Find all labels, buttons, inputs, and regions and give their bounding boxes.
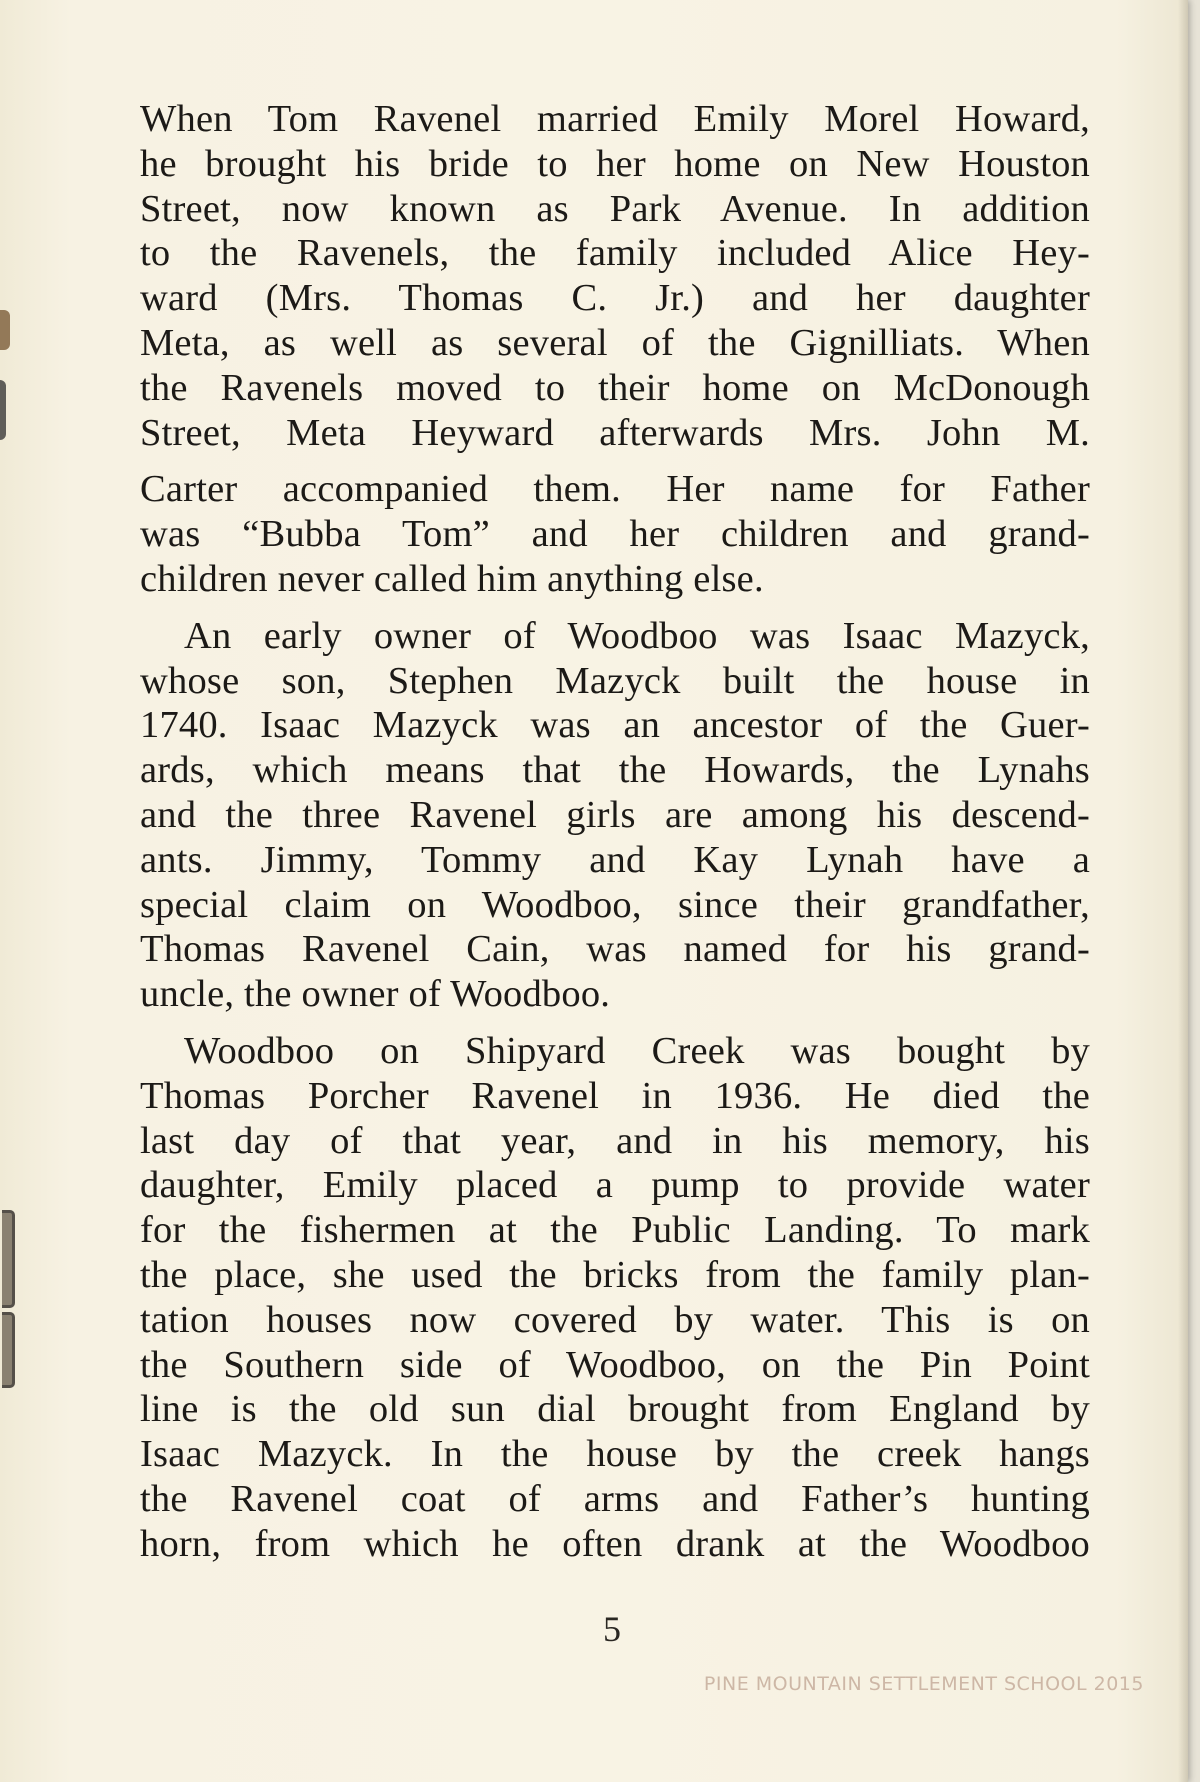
text-line: was “Bubba Tom” and her children and grand- xyxy=(140,513,1090,556)
text-line: last day of that year, and in his memory, his xyxy=(140,1119,1090,1162)
text-line: line is the old sun dial brought from England by xyxy=(140,1388,1090,1431)
text-line: daughter, Emily placed a pump to provide water xyxy=(140,1164,1090,1207)
text-line: Street, Meta Heyward afterwards Mrs. John M. xyxy=(140,411,1090,454)
text-line: When Tom Ravenel married Emily Morel Howard, xyxy=(140,98,1090,140)
staple xyxy=(2,1210,15,1308)
text-line: to the Ravenels, the family included Alice Hey- xyxy=(140,232,1090,275)
text-line: uncle, the owner of Woodboo. xyxy=(140,973,611,1016)
text-line: Isaac Mazyck. In the house by the creek hangs xyxy=(140,1433,1090,1476)
paragraph xyxy=(140,467,1090,601)
paragraph xyxy=(140,1029,1090,1567)
text-line: for the fishermen at the Public Landing. To mark xyxy=(140,1209,1090,1252)
text-line: ants. Jimmy, Tommy and Kay Lynah have a xyxy=(140,838,1090,881)
text-line: 1740. Isaac Mazyck was an ancestor of the Guer- xyxy=(140,704,1090,747)
text-line: Carter accompanied them. Her name for Father xyxy=(140,468,1090,511)
text-line: ward (Mrs. Thomas C. Jr.) and her daughter xyxy=(140,277,1090,320)
text-line: the place, she used the bricks from the family plan- xyxy=(140,1253,1090,1296)
page-number: 5 xyxy=(603,1609,621,1649)
text-line: horn, from which he often drank at the Woodboo xyxy=(140,1522,1090,1565)
text-line: whose son, Stephen Mazyck built the house in xyxy=(140,659,1090,702)
text-line: children never called him anything else. xyxy=(140,557,764,600)
text-line: the Ravenel coat of arms and Father’s hunting xyxy=(140,1477,1090,1520)
text-line: the Southern side of Woodboo, on the Pin Point xyxy=(140,1343,1090,1386)
paragraph xyxy=(140,614,1090,1017)
text-line: Thomas Ravenel Cain, was named for his grand- xyxy=(140,928,1090,971)
text-line: An early owner of Woodboo was Isaac Mazyck, xyxy=(184,614,1090,657)
text-line: special claim on Woodboo, since their grandfather, xyxy=(140,883,1090,926)
text-line: ards, which means that the Howards, the Lynahs xyxy=(140,749,1090,792)
text-line: tation houses now covered by water. This is on xyxy=(140,1298,1090,1341)
text-line: Street, now known as Park Avenue. In addition xyxy=(140,187,1090,230)
page-edge-shadow xyxy=(1178,0,1188,1782)
binding-stain xyxy=(0,380,6,440)
text-line: Thomas Porcher Ravenel in 1936. He died the xyxy=(140,1074,1090,1117)
paragraph xyxy=(140,97,1090,455)
text-line: he brought his bride to her home on New Houston xyxy=(140,142,1090,185)
binding-stain xyxy=(0,310,10,350)
staple xyxy=(2,1312,15,1388)
text-line: Meta, as well as several of the Gignilliats. When xyxy=(140,321,1090,364)
text-line: Woodboo on Shipyard Creek was bought by xyxy=(184,1029,1090,1072)
body-text xyxy=(140,97,1090,1579)
text-line: and the three Ravenel girls are among his descend- xyxy=(140,793,1090,836)
watermark: PINE MOUNTAIN SETTLEMENT SCHOOL 2015 xyxy=(703,1673,1144,1695)
text-line: the Ravenels moved to their home on McDonough xyxy=(140,366,1090,409)
